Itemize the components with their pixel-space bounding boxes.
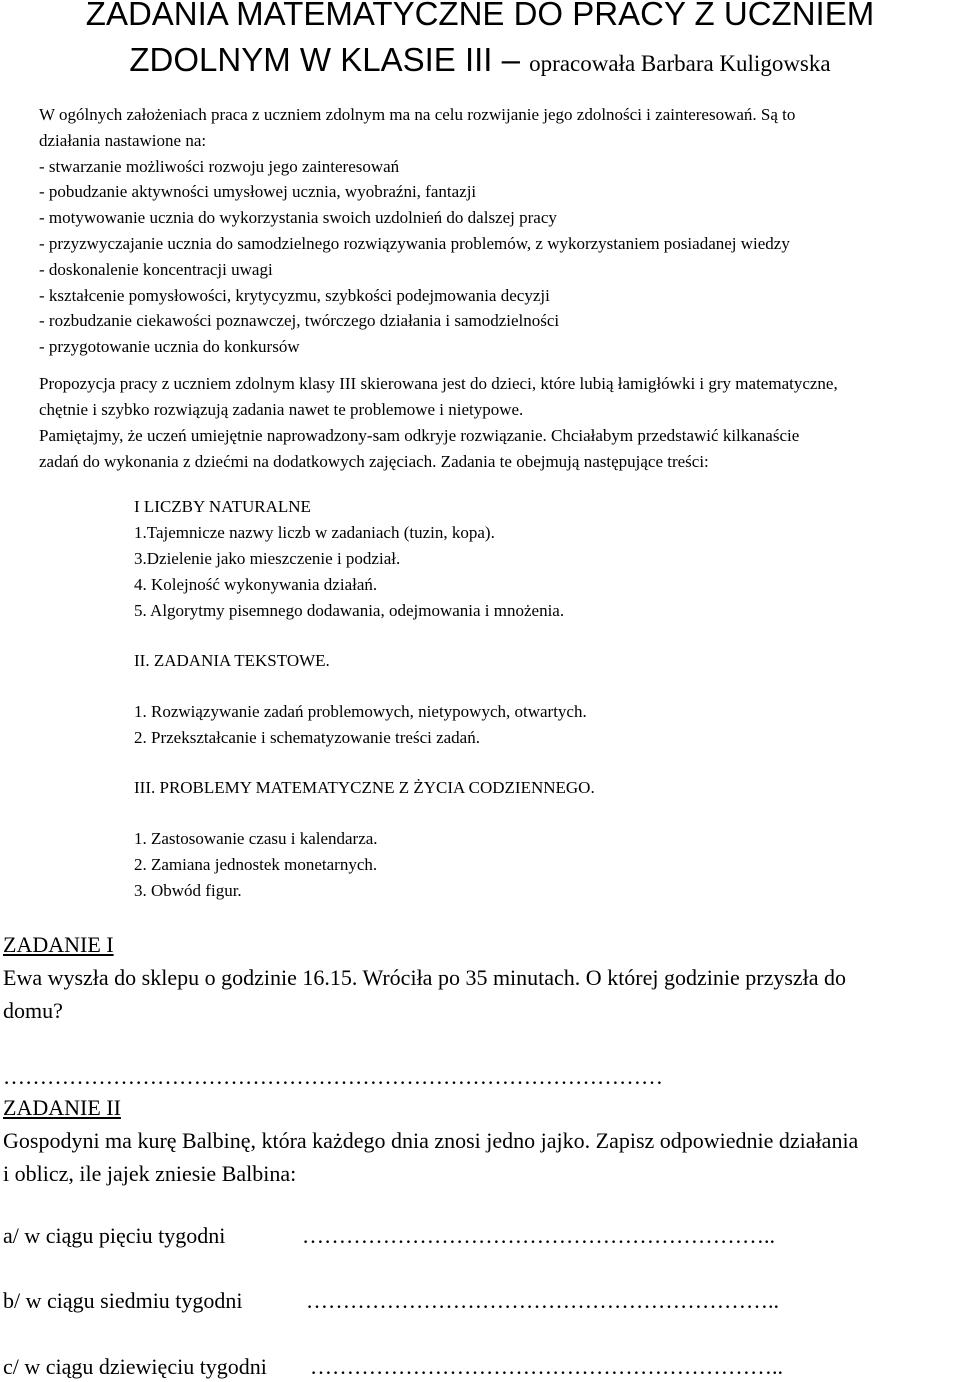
intro-line: - doskonalenie koncentracji uwagi	[39, 259, 273, 279]
proposal-line: zadań do wykonania z dziećmi na dodatkowych zajęciach. Zadania te obejmują następujące treści:	[39, 452, 709, 471]
section-item: 5. Algorytmy pisemnego dodawania, odejmowania i mnożenia.	[134, 601, 565, 620]
intro-line: - przyzwyczajanie ucznia do samodzielnego rozwiązywania problemów, z wykorzystaniem posiadanej wiedzy	[39, 233, 790, 253]
task-1-line: domu?	[3, 998, 63, 1023]
task-1-text	[3, 961, 958, 1027]
question-c-answer-line[interactable]: ………………………………………………………..	[310, 1354, 783, 1379]
intro-line: - motywowanie ucznia do wykorzystania swoich uzdolnień do dalszej pracy	[39, 208, 557, 228]
section-daily-life	[134, 826, 378, 904]
document-title-line-2	[0, 42, 960, 82]
document-title-line-1	[0, 0, 960, 32]
section-heading-text-tasks: II. ZADANIA TEKSTOWE.	[134, 651, 330, 670]
title-text-1: ZADANIA MATEMATYCZNE DO PRACY Z UCZNIEM	[85, 0, 875, 32]
question-b-label: b/ w ciągu siedmiu tygodni	[3, 1288, 243, 1313]
intro-line: W ogólnych założeniach praca z uczniem zdolnym ma na celu rozwijanie jego zdolności i zainteresowań. Są to	[39, 105, 796, 124]
proposal-line: Pamiętajmy, że uczeń umiejętnie naprowadzony-sam odkryje rozwiązanie. Chciałabym przedstawić kilkanaście	[39, 426, 800, 445]
intro-paragraph	[39, 102, 939, 360]
question-c-label: c/ w ciągu dziewięciu tygodni	[3, 1354, 267, 1379]
section-item: 1. Rozwiązywanie zadań problemowych, nietypowych, otwartych.	[134, 702, 587, 721]
task-2-text	[3, 1124, 958, 1190]
question-b-answer-line[interactable]: ………………………………………………………..	[306, 1288, 779, 1313]
section-heading: I LICZBY NATURALNE	[134, 497, 311, 516]
intro-line: - przygotowanie ucznia do konkursów	[39, 337, 300, 357]
author-credit: opracowała Barbara Kuligowska	[529, 51, 831, 76]
section-text-tasks	[134, 699, 587, 751]
task-1-answer-line[interactable]: ………………………………………………………………………………	[3, 1064, 663, 1089]
section-item: 2. Zamiana jednostek monetarnych.	[134, 855, 378, 874]
intro-line: działania nastawione na:	[39, 130, 207, 150]
intro-line: - kształcenie pomysłowości, krytycyzmu, szybkości podejmowania decyzji	[39, 285, 550, 305]
intro-line: - rozbudzanie ciekawości poznawczej, twórczego działania i samodzielności	[39, 311, 560, 331]
task-2-line: Gospodyni ma kurę Balbinę, która każdego dnia znosi jedno jajko. Zapisz odpowiednie działania	[3, 1128, 859, 1153]
section-item: 3.Dzielenie jako mieszczenie i podział.	[134, 549, 401, 568]
intro-line: - stwarzanie możliwości rozwoju jego zainteresowań	[39, 156, 400, 176]
question-a-label: a/ w ciągu pięciu tygodni	[3, 1223, 226, 1248]
section-natural-numbers	[134, 494, 564, 624]
section-heading-daily-life: III. PROBLEMY MATEMATYCZNE Z ŻYCIA CODZIENNEGO.	[134, 778, 595, 797]
section-item: 2. Przekształcanie i schematyzowanie treści zadań.	[134, 728, 480, 747]
section-item: 1.Tajemnicze nazwy liczb w zadaniach (tuzin, kopa).	[134, 523, 495, 542]
proposal-line: chętnie i szybko rozwiązują zadania nawet te problemowe i nietypowe.	[39, 400, 524, 419]
section-item: 4. Kolejność wykonywania działań.	[134, 575, 378, 594]
question-a-answer-line[interactable]: ………………………………………………………..	[302, 1223, 775, 1248]
task-1-line: Ewa wyszła do sklepu o godzinie 16.15. Wróciła po 35 minutach. O której godzinie przyszła do	[3, 965, 847, 990]
section-item: 3. Obwód figur.	[134, 881, 242, 900]
intro-line: - pobudzanie aktywności umysłowej ucznia, wyobraźni, fantazji	[39, 182, 477, 202]
task-1-title: ZADANIE I	[3, 932, 114, 957]
section-item: 1. Zastosowanie czasu i kalendarza.	[134, 829, 378, 848]
task-2-line: i oblicz, ile jajek zniesie Balbina:	[3, 1161, 297, 1186]
proposal-paragraph	[39, 371, 954, 475]
title-text-2: ZDOLNYM W KLASIE III –	[129, 41, 530, 78]
task-2-title: ZADANIE II	[3, 1095, 121, 1120]
proposal-line: Propozycja pracy z uczniem zdolnym klasy III skierowana jest do dzieci, które lubią łamigłówki i gry matematyczne,	[39, 374, 838, 393]
